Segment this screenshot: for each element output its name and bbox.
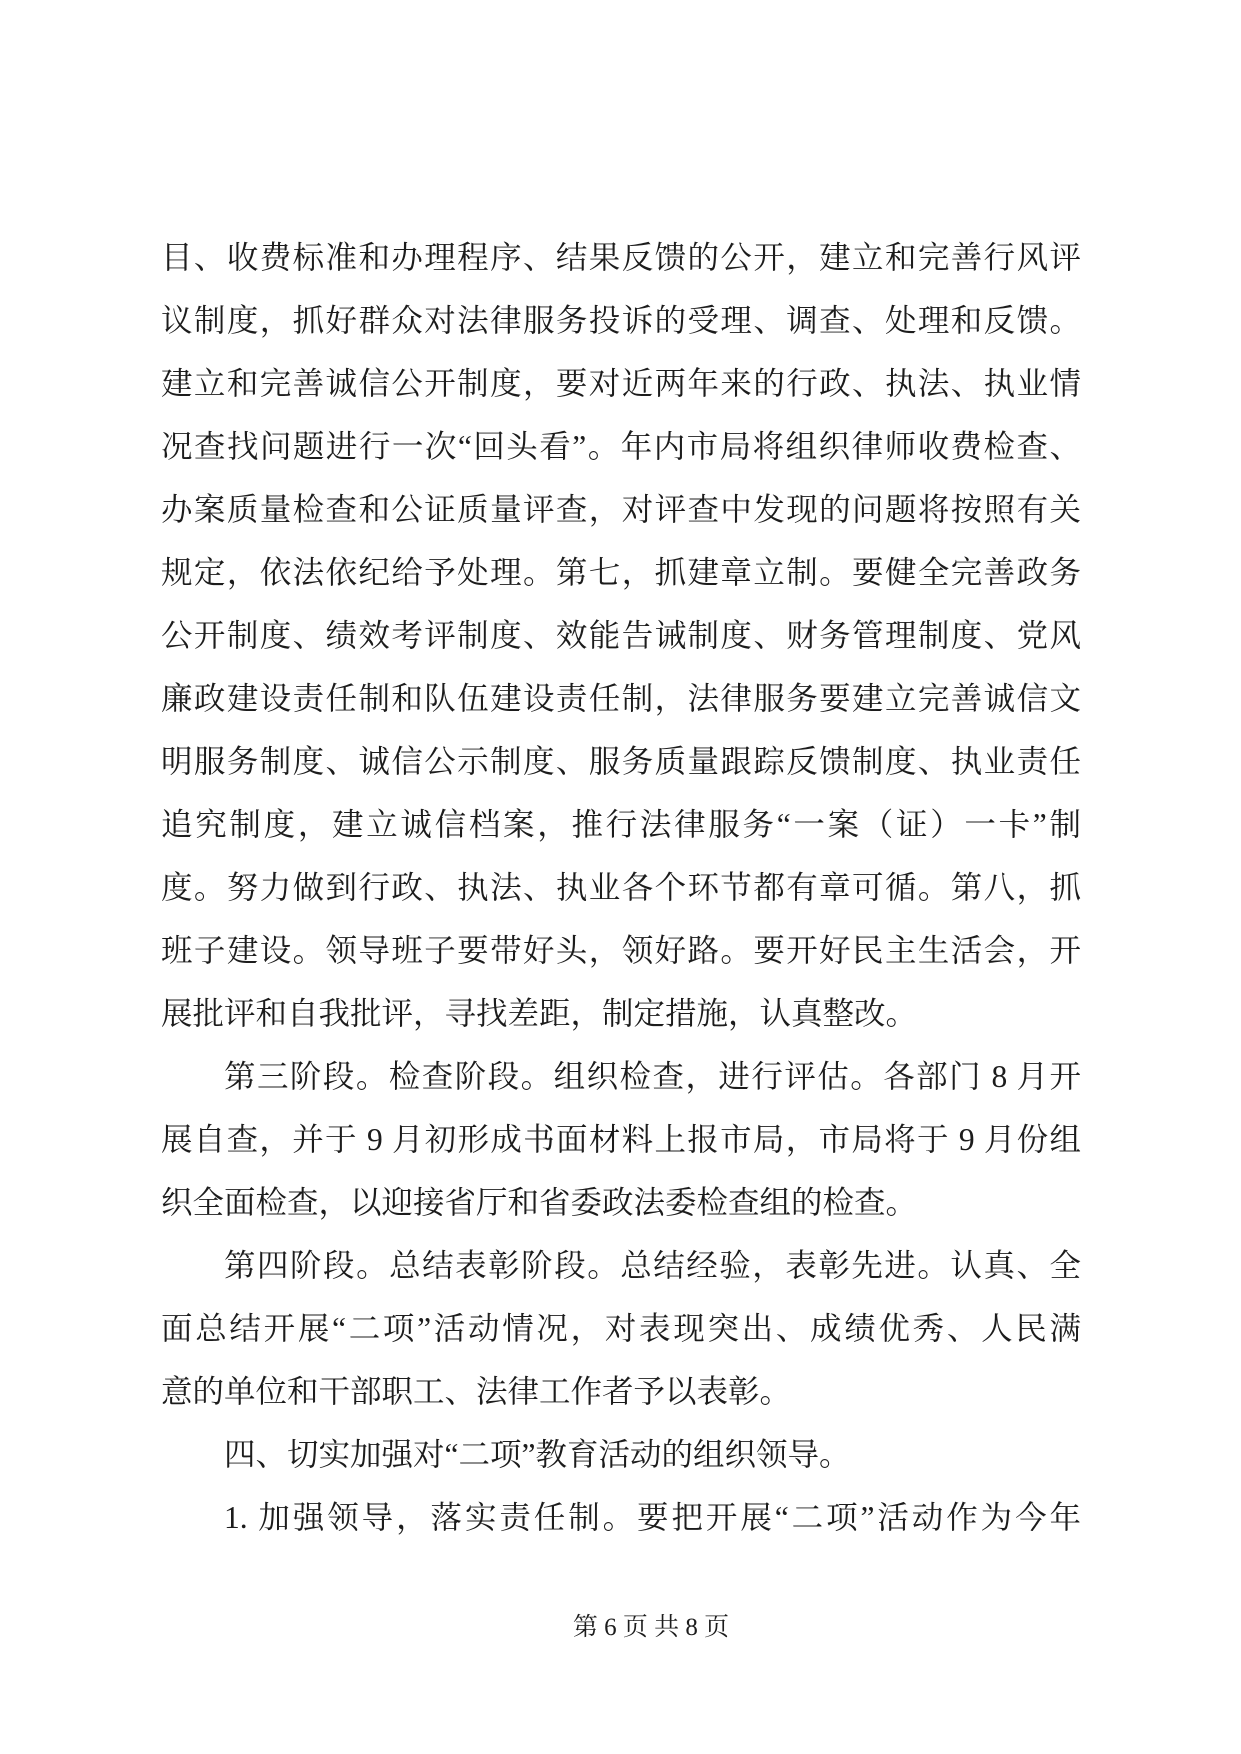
document-line: 四、切实加强对“二项”教育活动的组织领导。 — [224, 1437, 851, 1472]
document-line: 第三阶段。检查阶段。组织检查，进行评估。各部门 8 月开 — [224, 1059, 1081, 1094]
page-number-label: 第 6 页 共 8 页 — [572, 1614, 730, 1641]
document-line: 班子建设。领导班子要带好头，领好路。要开好民主生活会，开 — [161, 933, 1081, 968]
document-line: 度。努力做到行政、执法、执业各个环节都有章可循。第八，抓 — [161, 870, 1081, 905]
document-line: 意的单位和干部职工、法律工作者予以表彰。 — [161, 1374, 792, 1409]
document-line: 目、收费标准和办理程序、结果反馈的公开，建立和完善行风评 — [161, 240, 1081, 275]
document-line: 第四阶段。总结表彰阶段。总结经验，表彰先进。认真、全 — [224, 1248, 1081, 1283]
document-line: 1. 加强领导，落实责任制。要把开展“二项”活动作为今年 — [224, 1500, 1081, 1535]
document-line: 展批评和自我批评，寻找差距，制定措施，认真整改。 — [161, 996, 918, 1031]
page-footer — [61, 1612, 1241, 1644]
document-line: 公开制度、绩效考评制度、效能告诫制度、财务管理制度、党风 — [161, 618, 1081, 653]
document-line: 展自查，并于 9 月初形成书面材料上报市局，市局将于 9 月份组 — [161, 1122, 1081, 1157]
document-line: 明服务制度、诚信公示制度、服务质量跟踪反馈制度、执业责任 — [161, 744, 1081, 779]
document-line: 规定，依法依纪给予处理。第七，抓建章立制。要健全完善政务 — [161, 555, 1081, 590]
document-line: 廉政建设责任制和队伍建设责任制，法律服务要建立完善诚信文 — [161, 681, 1081, 716]
document-line: 建立和完善诚信公开制度，要对近两年来的行政、执法、执业情 — [161, 366, 1081, 401]
document-line: 况查找问题进行一次“回头看”。年内市局将组织律师收费检查、 — [161, 429, 1081, 464]
document-line: 面总结开展“二项”活动情况，对表现突出、成绩优秀、人民满 — [161, 1311, 1081, 1346]
document-line: 办案质量检查和公证质量评查，对评查中发现的问题将按照有关 — [161, 492, 1081, 527]
document-line: 织全面检查，以迎接省厅和省委政法委检查组的检查。 — [161, 1185, 918, 1220]
document-line: 议制度，抓好群众对法律服务投诉的受理、调查、处理和反馈。 — [161, 303, 1081, 338]
document-line: 追究制度，建立诚信档案，推行法律服务“一案（证）一卡”制 — [161, 807, 1081, 842]
text-block — [161, 226, 1081, 1549]
